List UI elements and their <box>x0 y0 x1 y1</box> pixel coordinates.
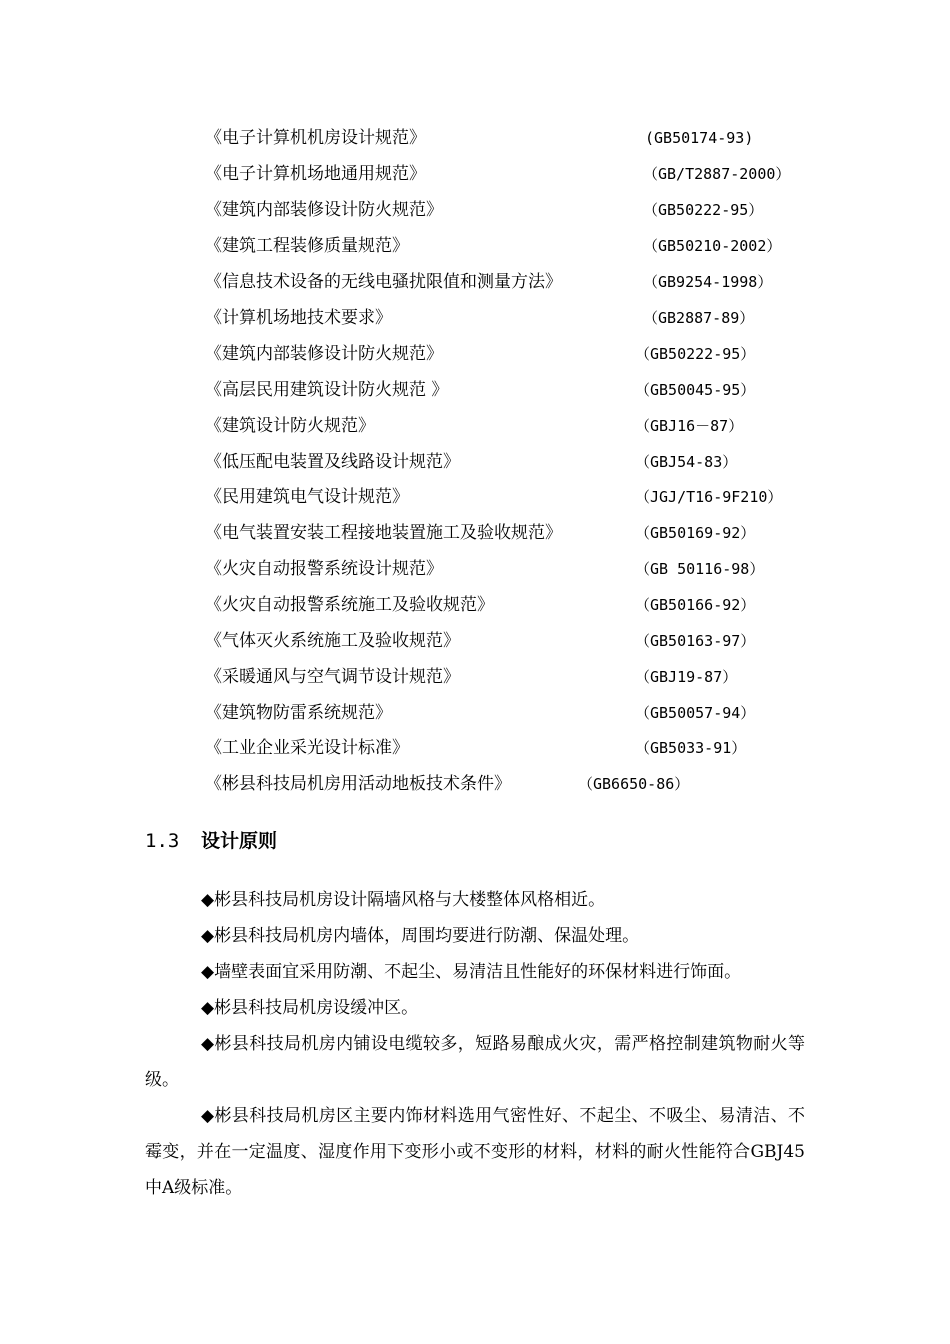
standard-code: （GBJ54-83） <box>635 453 738 471</box>
standard-code: （GB50045-95） <box>635 381 756 399</box>
standard-item <box>0 339 950 369</box>
standard-code: （GB6650-86） <box>578 775 690 793</box>
standard-code: （JGJ/T16-9F210） <box>635 488 783 506</box>
standard-code: （GB50222-95） <box>643 201 764 219</box>
standard-code: （GBJ16－87） <box>635 417 744 435</box>
standard-name: 《建筑工程装修质量规范》 <box>205 236 409 256</box>
standard-item <box>0 590 950 620</box>
standard-item <box>0 447 950 477</box>
standard-name: 《火灾自动报警系统施工及验收规范》 <box>205 595 494 615</box>
principle-paragraph: ◆彬县科技局机房设缓冲区。 <box>201 998 419 1018</box>
standard-name: 《气体灭火系统施工及验收规范》 <box>205 631 460 651</box>
standard-code: （GB9254-1998） <box>643 273 773 291</box>
section-heading <box>145 826 277 856</box>
principle-paragraph: ◆墙壁表面宜采用防潮、不起尘、易清洁且性能好的环保材料进行饰面。 <box>201 962 742 982</box>
standard-item <box>0 626 950 656</box>
standard-name: 《建筑内部装修设计防火规范》 <box>205 344 443 364</box>
standard-code: （GB50166-92） <box>635 596 756 614</box>
standard-name: 《采暖通风与空气调节设计规范》 <box>205 667 460 687</box>
standard-code: （GB2887-89） <box>643 309 755 327</box>
standard-item <box>0 231 950 261</box>
standard-item <box>0 411 950 441</box>
principle-paragraph: ◆彬县科技局机房内墙体，周围均要进行防潮、保温处理。 <box>201 926 640 946</box>
standard-name: 《彬县科技局机房用活动地板技术条件》 <box>205 774 511 794</box>
standard-name: 《低压配电装置及线路设计规范》 <box>205 452 460 472</box>
standard-code: （GBJ19-87） <box>635 668 738 686</box>
section-number: 1.3 <box>145 830 180 852</box>
standard-code: （GB5033-91） <box>635 739 747 757</box>
standard-name: 《高层民用建筑设计防火规范 》 <box>205 380 449 400</box>
standard-item <box>0 267 950 297</box>
standard-code: （GB50057-94） <box>635 704 756 722</box>
standard-name: 《建筑内部装修设计防火规范》 <box>205 200 443 220</box>
principle-paragraph: ◆彬县科技局机房内铺设电缆较多，短路易酿成火灾，需严格控制建筑物耐火等级。 <box>145 1034 805 1090</box>
standard-name: 《计算机场地技术要求》 <box>205 308 392 328</box>
standard-code: （GB50222-95） <box>635 345 756 363</box>
standard-name: 《建筑物防雷系统规范》 <box>205 703 392 723</box>
standard-name: 《电子计算机机房设计规范》 <box>205 128 426 148</box>
standard-item <box>0 482 950 512</box>
standard-name: 《信息技术设备的无线电骚扰限值和测量方法》 <box>205 272 562 292</box>
standard-item <box>0 662 950 692</box>
standard-code: （GB50169-92） <box>635 524 756 542</box>
standard-name: 《工业企业采光设计标准》 <box>205 738 409 758</box>
standard-item <box>0 159 950 189</box>
standard-item <box>0 733 950 763</box>
section-title: 设计原则 <box>201 830 278 852</box>
standard-name: 《民用建筑电气设计规范》 <box>205 487 409 507</box>
standard-item <box>0 518 950 548</box>
standard-item <box>0 123 950 153</box>
standard-code: （GB/T2887-2000） <box>643 165 791 183</box>
design-principles <box>145 882 805 1206</box>
standard-code: （GB 50116-98） <box>635 560 765 578</box>
standard-code: （GB50163-97） <box>635 632 756 650</box>
standard-item <box>0 554 950 584</box>
standard-item <box>0 769 950 799</box>
standard-item <box>0 375 950 405</box>
standard-code: （GB50210-2002） <box>643 237 782 255</box>
principle-paragraph: ◆彬县科技局机房设计隔墙风格与大楼整体风格相近。 <box>201 890 606 910</box>
standard-name: 《火灾自动报警系统设计规范》 <box>205 559 443 579</box>
standard-name: 《电气装置安装工程接地装置施工及验收规范》 <box>205 523 562 543</box>
standard-name: 《建筑设计防火规范》 <box>205 416 375 436</box>
standard-item <box>0 698 950 728</box>
principle-paragraph: ◆彬县科技局机房区主要内饰材料选用气密性好、不起尘、不吸尘、易清洁、不霉变，并在一定温度、湿度作用下变形小或不变形的材料，材料的耐火性能符合GBJ45中A级标准。 <box>145 1106 805 1198</box>
standard-item <box>0 195 950 225</box>
standard-item <box>0 303 950 333</box>
standard-name: 《电子计算机场地通用规范》 <box>205 164 426 184</box>
standard-code: (GB50174-93) <box>645 129 754 147</box>
